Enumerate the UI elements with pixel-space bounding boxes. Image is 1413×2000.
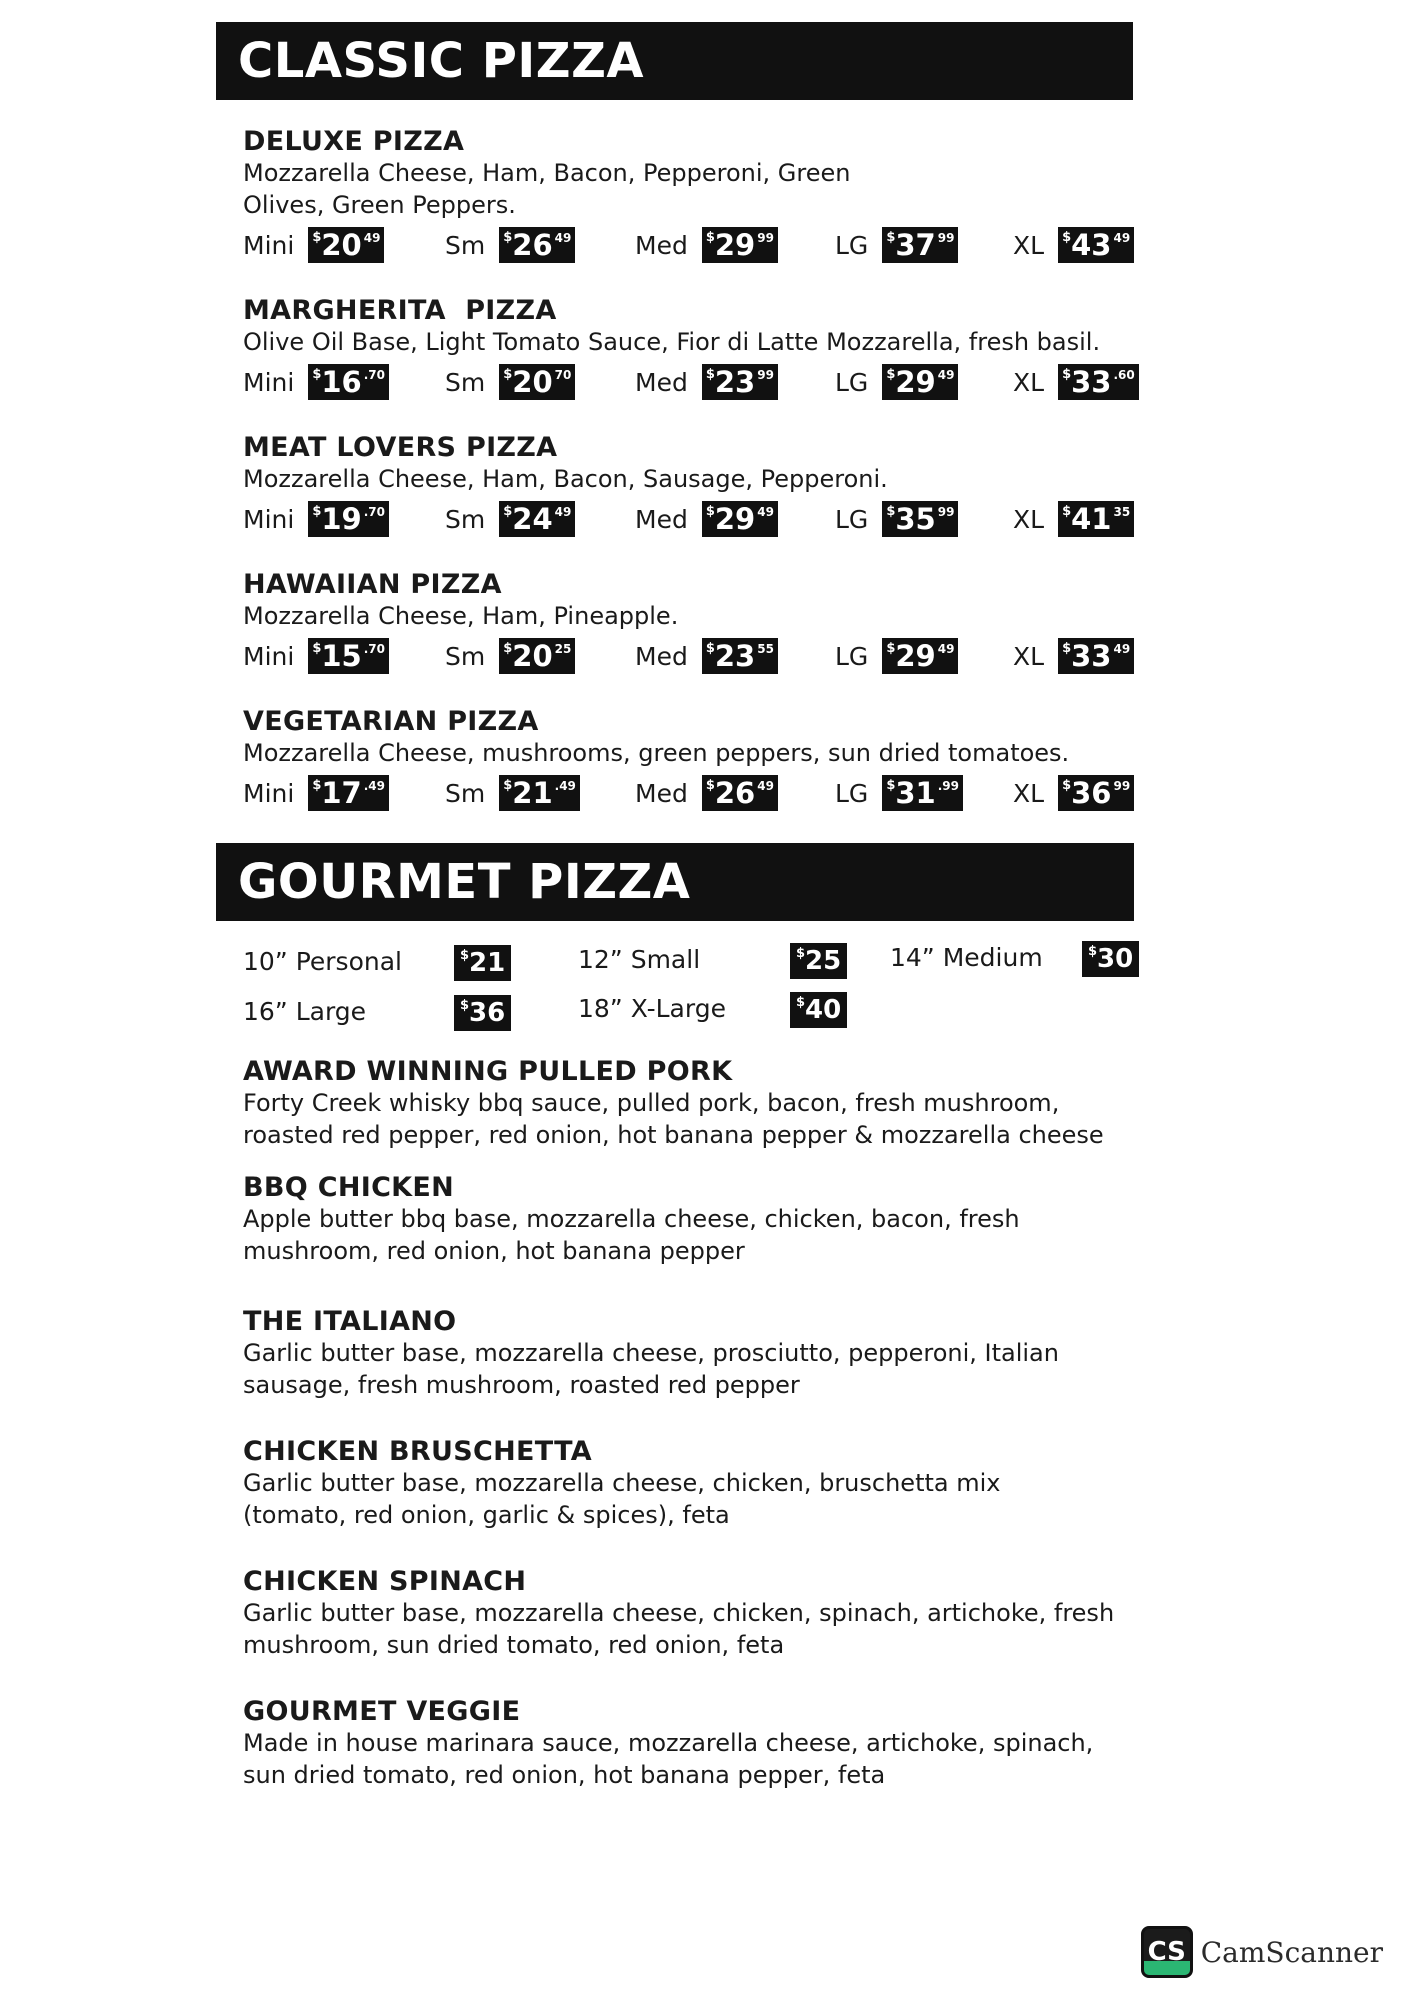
price-tag: $ 36 [454,995,511,1031]
item-name: HAWAIIAN PIZZA [243,569,502,600]
price-tag: $ 23 55 [702,638,778,674]
menu-item [243,1057,1196,1151]
item-description: Garlic butter base, mozzarella cheese, chicken, spinach, artichoke, fresh mushroom, sun dried tomato, red onion, feta [243,1599,1115,1659]
price-tag: $ 20 49 [308,227,384,263]
camscanner-watermark [1141,1926,1383,1978]
price-mini: Mini $ 15 .70 [243,636,389,676]
price-xl: XL $ 43 49 [1013,225,1134,265]
item-name: VEGETARIAN PIZZA [243,706,539,737]
price-tag: $ 35 99 [882,501,958,537]
price-tag: $ 29 49 [882,364,958,400]
price-xl: XL $ 33 .60 [1013,362,1139,402]
price-lg: LG $ 29 49 [835,362,958,402]
menu-item [243,1173,1196,1267]
gourmet-size-prices [216,943,1196,1047]
item-name: MARGHERITA PIZZA [243,295,557,326]
price-mini: Mini $ 20 49 [243,225,384,265]
price-med: Med $ 29 99 [635,225,778,265]
menu-item [243,707,1196,817]
price-tag: $ 43 49 [1058,227,1134,263]
price-lg: LG $ 35 99 [835,499,958,539]
price-tag: $ 36 99 [1058,775,1134,811]
price-tag: $ 29 49 [702,501,778,537]
camscanner-text: CamScanner [1200,1935,1383,1969]
price-row [243,636,1196,680]
size-personal: 10” Personal [243,947,402,976]
price-tag: $ 33 .60 [1058,364,1139,400]
price-tag: $ 19 .70 [308,501,389,537]
size-small: 12” Small [578,945,701,974]
price-sm: Sm $ 20 25 [445,636,575,676]
item-name: DELUXE PIZZA [243,126,465,157]
item-name: AWARD WINNING PULLED PORK [243,1056,733,1087]
item-description: Mozzarella Cheese, mushrooms, green peppers, sun dried tomatoes. [243,739,1070,767]
price-med: Med $ 23 99 [635,362,778,402]
classic-pizza-banner [216,22,1133,100]
price-xl: XL $ 41 35 [1013,499,1134,539]
price-tag: $ 20 70 [499,364,575,400]
menu-item [243,570,1196,680]
item-description: Garlic butter base, mozzarella cheese, prosciutto, pepperoni, Italian sausage, fresh mushroom, roasted red pepper [243,1339,1059,1399]
menu-item [243,127,1196,269]
camscanner-logo-icon: CS [1141,1926,1193,1978]
item-name: GOURMET VEGGIE [243,1696,521,1727]
item-name: BBQ CHICKEN [243,1172,455,1203]
price-mini: Mini $ 17 .49 [243,773,389,813]
price-tag: $ 23 99 [702,364,778,400]
menu-page [216,22,1196,1791]
price-tag: $ 17 .49 [308,775,389,811]
price-tag: $ 30 [1082,941,1139,977]
price-tag: $ 29 49 [882,638,958,674]
price-sm: Sm $ 20 70 [445,362,575,402]
menu-item [243,1307,1196,1401]
menu-item [243,1437,1196,1531]
size-large: 16” Large [243,997,367,1026]
menu-item [243,433,1196,543]
price-tag: $ 29 99 [702,227,778,263]
item-description: Mozzarella Cheese, Ham, Bacon, Pepperoni, Green Olives, Green Peppers. [243,159,851,219]
gourmet-pizza-list [216,1057,1196,1791]
gourmet-pizza-banner [216,843,1134,921]
item-description: Apple butter bbq base, mozzarella cheese, chicken, bacon, fresh mushroom, red onion, hot banana pepper [243,1205,1020,1265]
price-med: Med $ 29 49 [635,499,778,539]
price-mini: Mini $ 19 .70 [243,499,389,539]
price-tag: $ 25 [790,943,847,979]
price-tag: $ 20 25 [499,638,575,674]
price-tag: $ 26 49 [499,227,575,263]
item-name: MEAT LOVERS PIZZA [243,432,558,463]
price-tag: $ 24 49 [499,501,575,537]
price-sm: Sm $ 26 49 [445,225,575,265]
price-row [243,225,1196,269]
price-lg: LG $ 31 .99 [835,773,963,813]
item-description: Forty Creek whisky bbq sauce, pulled pork, bacon, fresh mushroom, roasted red pepper, red onion, hot banana pepper & mozzarella cheese [243,1089,1104,1149]
price-mini: Mini $ 16 .70 [243,362,389,402]
price-lg: LG $ 37 99 [835,225,958,265]
size-medium: 14” Medium [890,943,1043,972]
price-med: Med $ 23 55 [635,636,778,676]
gourmet-pizza-title: GOURMET PIZZA [238,854,691,910]
price-tag: $ 15 .70 [308,638,389,674]
size-xlarge: 18” X-Large [578,994,726,1023]
price-tag: $ 21 .49 [499,775,580,811]
menu-item [243,1567,1196,1661]
item-name: THE ITALIANO [243,1306,457,1337]
item-description: Mozzarella Cheese, Ham, Bacon, Sausage, Pepperoni. [243,465,888,493]
price-tag: $ 16 .70 [308,364,389,400]
price-tag: $ 31 .99 [882,775,963,811]
classic-pizza-list [216,127,1196,817]
price-tag: $ 26 49 [702,775,778,811]
item-description: Garlic butter base, mozzarella cheese, chicken, bruschetta mix (tomato, red onion, garlic & spices), feta [243,1469,1001,1529]
menu-item [243,296,1196,406]
price-row [243,773,1196,817]
item-description: Mozzarella Cheese, Ham, Pineapple. [243,602,679,630]
item-description: Olive Oil Base, Light Tomato Sauce, Fior di Latte Mozzarella, fresh basil. [243,328,1101,356]
price-tag: $ 40 [790,992,847,1028]
price-tag: $ 33 49 [1058,638,1134,674]
item-name: CHICKEN BRUSCHETTA [243,1436,592,1467]
price-xl: XL $ 33 49 [1013,636,1134,676]
price-xl: XL $ 36 99 [1013,773,1134,813]
price-row [243,499,1196,543]
price-lg: LG $ 29 49 [835,636,958,676]
price-sm: Sm $ 21 .49 [445,773,580,813]
price-sm: Sm $ 24 49 [445,499,575,539]
classic-pizza-title: CLASSIC PIZZA [238,33,645,89]
price-tag: $ 21 [454,945,511,981]
item-description: Made in house marinara sauce, mozzarella cheese, artichoke, spinach, sun dried tomato, red onion, hot banana pepper, feta [243,1729,1094,1789]
price-med: Med $ 26 49 [635,773,778,813]
price-tag: $ 41 35 [1058,501,1134,537]
price-row [243,362,1196,406]
item-name: CHICKEN SPINACH [243,1566,527,1597]
price-tag: $ 37 99 [882,227,958,263]
menu-item [243,1697,1196,1791]
